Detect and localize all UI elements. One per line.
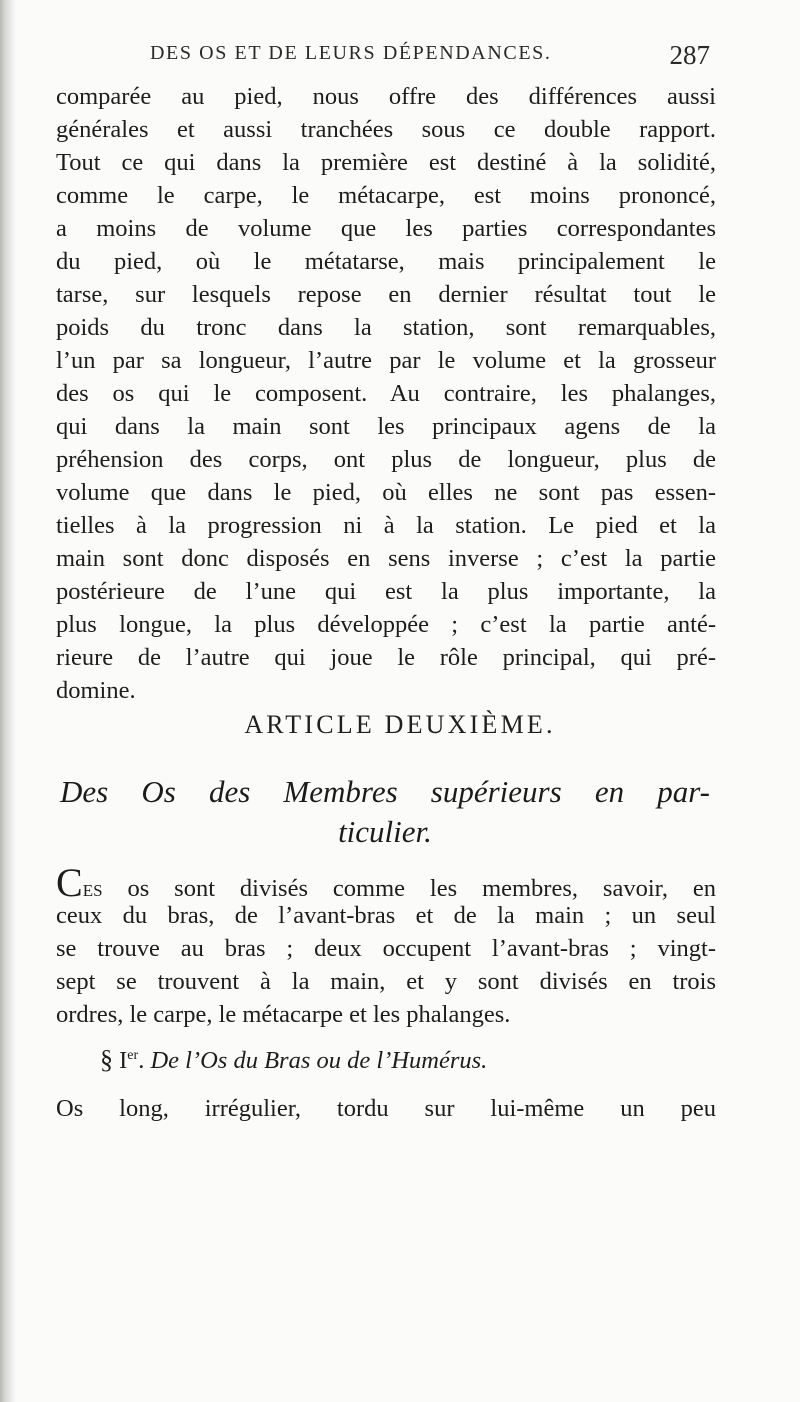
binding-shadow — [0, 0, 16, 1402]
running-head-title: DES OS ET DE LEURS DÉPENDANCES. — [150, 42, 552, 64]
text-line: poids du tronc dans la station, sont remarquables, — [56, 314, 716, 341]
drop-cap: C — [56, 860, 83, 905]
text-line: préhension des corps, ont plus de longueur, plus de — [56, 446, 716, 473]
text-line: Tout ce qui dans la première est destiné à la solidité, — [56, 149, 716, 176]
paragraph-1 — [56, 80, 716, 707]
text-line: ordres, le carpe, le métacarpe et les phalanges. — [56, 1001, 511, 1028]
first-line-rest: os sont divisés comme les membres, savoir, en — [102, 875, 716, 902]
text-line: tielles à la progression ni à la station. Le pied et la — [56, 512, 716, 539]
text-line: comme le carpe, le métacarpe, est moins prononcé, — [56, 182, 716, 209]
text-line: a moins de volume que les parties correspondantes — [56, 215, 716, 242]
text-line: l’un par sa longueur, l’autre par le volume et la grosseur — [56, 347, 716, 374]
paragraph-2 — [56, 860, 716, 1031]
section-title-line-2: ticulier. — [338, 814, 432, 849]
first-word-rest: es — [82, 875, 103, 902]
section-title-line-1: Des Os des Membres supérieurs en par- — [60, 774, 710, 809]
ordinal-numeral: I — [119, 1047, 128, 1074]
running-head — [150, 40, 710, 74]
paragraph-3 — [56, 1092, 716, 1125]
text-line: des os qui le composent. Au contraire, les phalanges, — [56, 380, 716, 407]
text-line: postérieure de l’une qui est la plus importante, la — [56, 578, 716, 605]
text-line: sept se trouvent à la main, et y sont divisés en trois — [56, 968, 716, 995]
subsection-heading — [100, 1045, 740, 1075]
section-sign: § — [100, 1045, 113, 1074]
text-line: Os long, irrégulier, tordu sur lui-même un peu — [56, 1095, 716, 1122]
text-line-first — [56, 860, 716, 905]
subsection-title: De l’Os du Bras ou de l’Humérus. — [150, 1047, 488, 1074]
text-line: domine. — [56, 677, 136, 704]
text-line: plus longue, la plus développée ; c’est la partie anté- — [56, 611, 716, 638]
text-line: qui dans la main sont les principaux agens de la — [56, 413, 716, 440]
text-line: rieure de l’autre qui joue le rôle principal, qui pré- — [56, 644, 716, 671]
text-line: tarse, sur lesquels repose en dernier résultat tout le — [56, 281, 716, 308]
ordinal-suffix: er — [127, 1047, 139, 1063]
text-line: volume que dans le pied, où elles ne sont pas essen- — [56, 479, 716, 506]
text-line: générales et aussi tranchées sous ce double rapport. — [56, 116, 716, 143]
article-heading: ARTICLE DEUXIÈME. — [244, 710, 556, 739]
section-title — [60, 772, 710, 852]
text-line: du pied, où le métatarse, mais principalement le — [56, 248, 716, 275]
text-line: comparée au pied, nous offre des différences aussi — [56, 83, 716, 110]
ordinal-period: . — [138, 1047, 145, 1074]
page-number: 287 — [669, 40, 710, 70]
text-line: ceux du bras, de l’avant-bras et de la main ; un seul — [56, 902, 716, 929]
text-line: main sont donc disposés en sens inverse ; c’est la partie — [56, 545, 716, 572]
text-line: se trouve au bras ; deux occupent l’avant-bras ; vingt- — [56, 935, 716, 962]
subsection-ordinal — [119, 1047, 144, 1074]
